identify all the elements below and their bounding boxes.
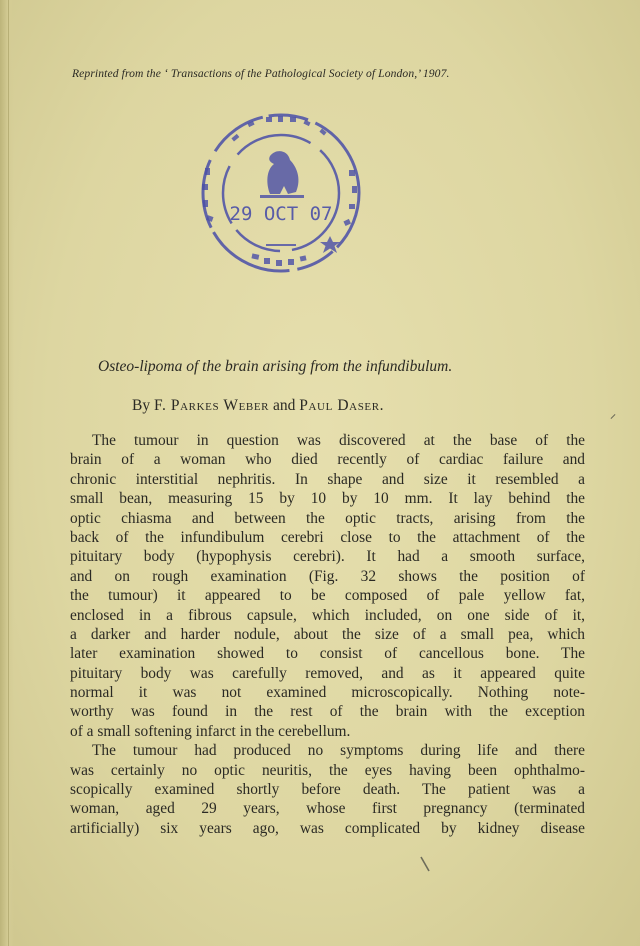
body-line: The tumour in question was discovered at the base of the xyxy=(92,432,585,449)
reprint-note: Reprinted from the ‘ Transactions of the Pathological Society of London,’ 1907. xyxy=(72,67,450,80)
binding-line xyxy=(8,0,9,946)
binding-edge xyxy=(0,0,14,946)
body-line: and on rough examination (Fig. 32 shows the position of xyxy=(70,567,585,585)
body-line: pituitary body (hypophysis cerebri). It had a smooth surface, xyxy=(70,548,585,566)
body-line: chronic interstitial nephritis. In shape and size it resembled a xyxy=(70,470,585,488)
author-2: Paul Daser. xyxy=(299,397,385,414)
library-stamp xyxy=(192,108,370,278)
author-1: F. Parkes Weber xyxy=(153,397,270,414)
stamp-date: 29 OCT 07 xyxy=(229,203,333,225)
body-line: The tumour had produced no symptoms during life and there xyxy=(92,742,585,760)
body-line: woman, aged 29 years, whose first pregnancy (terminated xyxy=(70,800,585,818)
pencil-mark xyxy=(420,856,430,872)
body-line: a darker and harder nodule, about the size of a small pea, which xyxy=(70,625,585,643)
body-line: brain of a woman who died recently of cardiac failure and xyxy=(70,451,585,469)
article-title: Osteo-lipoma of the brain arising from the infundibulum. xyxy=(98,358,453,375)
body-line: the tumour) it appeared to be composed of pale yellow fat, xyxy=(70,587,585,605)
body-line: small bean, measuring 15 by 10 by 10 mm. It lay behind the xyxy=(70,490,585,508)
body-line: was certainly no optic neuritis, the eyes having been ophthalmo- xyxy=(70,761,585,779)
article-body xyxy=(70,431,585,838)
body-line: of a small softening infarct in the cerebellum. xyxy=(70,722,351,740)
body-line: artificially) six years ago, was complicated by kidney disease xyxy=(70,819,585,837)
byline-join: and xyxy=(269,397,300,414)
byline xyxy=(132,397,552,415)
byline-prefix: By xyxy=(132,397,154,414)
body-line: back of the infundibulum cerebri close to the attachment of the xyxy=(70,528,585,546)
body-line: scopically examined shortly before death. The patient was a xyxy=(70,781,585,799)
body-line: enclosed in a fibrous capsule, which included, on one side of it, xyxy=(70,606,585,624)
body-line: optic chiasma and between the optic tracts, arising from the xyxy=(70,509,585,527)
body-line: worthy was found in the rest of the brain with the exception xyxy=(70,703,585,721)
body-line: later examination showed to consist of cancellous bone. The xyxy=(70,645,585,663)
body-line: pituitary body was carefully removed, and as it appeared quite xyxy=(70,664,585,682)
body-line: normal it was not examined microscopically. Nothing note- xyxy=(70,684,585,702)
